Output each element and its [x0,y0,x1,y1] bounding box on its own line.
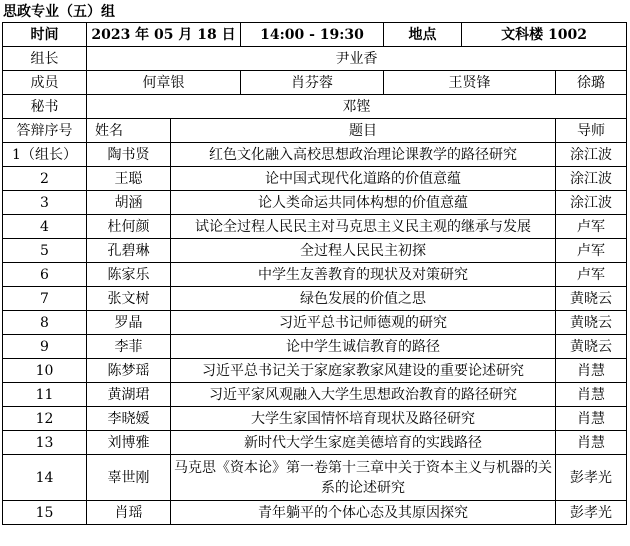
time-range-value: 14:00 - 19:30 [241,23,384,47]
defense-schedule-table [2,22,627,525]
row-topic: 大学生家国情怀培育现状及路径研究 [171,407,556,431]
row-advisor: 涂江波 [556,167,627,191]
row-order: 3 [3,191,87,215]
table-row [3,239,627,263]
row-topic: 习近平家风观融入大学生思想政治教育的路径研究 [171,383,556,407]
row-order: 12 [3,407,87,431]
leader-label: 组长 [3,47,87,71]
row-advisor: 肖慧 [556,359,627,383]
leader-name: 尹业香 [87,47,627,71]
row-topic: 红色文化融入高校思想政治理论课教学的路径研究 [171,143,556,167]
column-header-name: 姓名 [87,119,171,143]
row-advisor: 黄晓云 [556,287,627,311]
column-header-advisor: 导师 [556,119,627,143]
member-name: 肖芬蓉 [241,71,384,95]
row-student-name: 辜世刚 [87,455,171,501]
row-advisor: 黄晓云 [556,311,627,335]
row-student-name: 王聪 [87,167,171,191]
table-row [3,407,627,431]
row-advisor: 涂江波 [556,143,627,167]
member-name: 徐璐 [556,71,627,95]
row-topic: 习近平总书记师德观的研究 [171,311,556,335]
row-topic: 绿色发展的价值之思 [171,287,556,311]
secretary-row [3,95,627,119]
row-student-name: 罗晶 [87,311,171,335]
row-student-name: 陈梦瑶 [87,359,171,383]
row-order: 11 [3,383,87,407]
time-label: 时间 [3,23,87,47]
row-student-name: 张文树 [87,287,171,311]
row-topic: 全过程人民民主初探 [171,239,556,263]
row-advisor: 肖慧 [556,383,627,407]
row-order: 14 [3,455,87,501]
row-advisor: 卢军 [556,239,627,263]
row-advisor: 卢军 [556,215,627,239]
row-order: 7 [3,287,87,311]
table-row [3,191,627,215]
row-advisor: 肖慧 [556,407,627,431]
table-row [3,263,627,287]
row-student-name: 胡涵 [87,191,171,215]
row-order: 1（组长） [3,143,87,167]
row-topic: 中学生友善教育的现状及对策研究 [171,263,556,287]
row-advisor: 彭孝光 [556,501,627,525]
table-row [3,311,627,335]
info-row [3,23,627,47]
table-row [3,455,627,501]
table-row [3,167,627,191]
row-order: 5 [3,239,87,263]
row-order: 2 [3,167,87,191]
row-topic: 青年躺平的个体心态及其原因探究 [171,501,556,525]
row-student-name: 李菲 [87,335,171,359]
row-student-name: 陈家乐 [87,263,171,287]
column-header-row [3,119,627,143]
row-student-name: 李晓媛 [87,407,171,431]
row-student-name: 刘博雅 [87,431,171,455]
row-order: 13 [3,431,87,455]
table-row [3,501,627,525]
row-student-name: 黄湖珺 [87,383,171,407]
secretary-label: 秘书 [3,95,87,119]
row-advisor: 涂江波 [556,191,627,215]
place-value: 文科楼 1002 [462,23,627,47]
row-student-name: 陶书贤 [87,143,171,167]
member-name: 王贤锋 [384,71,556,95]
row-advisor: 肖慧 [556,431,627,455]
row-order: 10 [3,359,87,383]
row-topic: 新时代大学生家庭美德培育的实践路径 [171,431,556,455]
table-row [3,431,627,455]
column-header-topic: 题目 [171,119,556,143]
row-order: 9 [3,335,87,359]
member-name: 何章银 [87,71,241,95]
place-label: 地点 [384,23,462,47]
row-topic: 论人类命运共同体构想的价值意蕴 [171,191,556,215]
row-order: 6 [3,263,87,287]
members-row [3,71,627,95]
row-student-name: 孔碧琳 [87,239,171,263]
members-label: 成员 [3,71,87,95]
table-row [3,335,627,359]
row-order: 15 [3,501,87,525]
row-student-name: 肖瑶 [87,501,171,525]
row-order: 4 [3,215,87,239]
row-topic: 论中国式现代化道路的价值意蕴 [171,167,556,191]
table-row [3,287,627,311]
table-row [3,383,627,407]
row-advisor: 黄晓云 [556,335,627,359]
row-topic: 马克思《资本论》第一卷第十三章中关于资本主义与机器的关系的论述研究 [171,455,556,501]
row-student-name: 杜何颜 [87,215,171,239]
row-topic: 习近平总书记关于家庭家教家风建设的重要论述研究 [171,359,556,383]
column-header-order: 答辩序号 [3,119,87,143]
row-advisor: 彭孝光 [556,455,627,501]
row-topic: 试论全过程人民民主对马克思主义民主观的继承与发展 [171,215,556,239]
row-topic: 论中学生诚信教育的路径 [171,335,556,359]
group-title: 思政专业（五）组 [3,4,115,20]
table-row [3,215,627,239]
table-row [3,359,627,383]
row-order: 8 [3,311,87,335]
secretary-name: 邓铿 [87,95,627,119]
leader-row [3,47,627,71]
date-value: 2023 年 05 月 18 日 [87,23,241,47]
row-advisor: 卢军 [556,263,627,287]
table-row [3,143,627,167]
